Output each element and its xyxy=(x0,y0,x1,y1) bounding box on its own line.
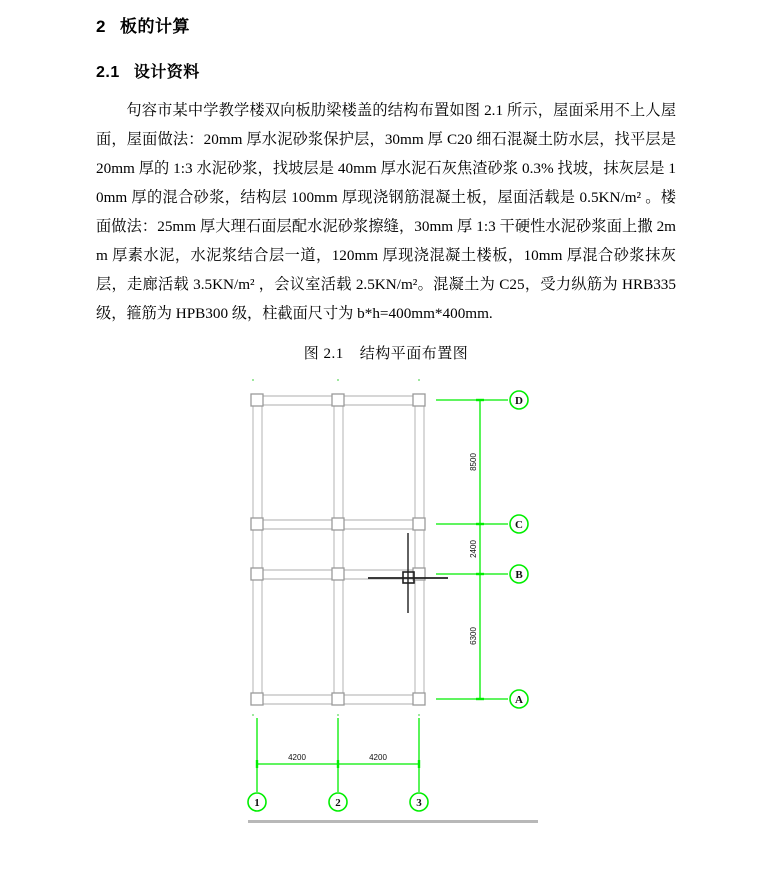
vertical-dimension-labels xyxy=(469,453,478,645)
axis-bubble-label: 2 xyxy=(335,797,341,809)
axis-grid-bottom xyxy=(257,718,419,792)
drawing-bottom-rule xyxy=(248,820,538,823)
beam-network xyxy=(252,396,424,704)
vertical-dimension-value: 8500 xyxy=(469,453,478,471)
axis-bubble-label: C xyxy=(515,519,523,531)
registration-dots xyxy=(252,379,420,716)
page-title xyxy=(96,0,676,37)
axis-bubble-label: B xyxy=(515,569,523,581)
cad-structural-plan-drawing xyxy=(0,378,782,838)
section-number: 2 xyxy=(96,17,106,36)
vertical-dimension-value: 2400 xyxy=(469,540,478,558)
figure-caption xyxy=(96,328,676,363)
axis-bubble-label: D xyxy=(515,395,523,407)
crosshair-cursor[interactable] xyxy=(368,533,448,613)
subsection-title: 设计资料 xyxy=(133,64,200,81)
cad-canvas xyxy=(0,378,782,838)
body-paragraph: 句容市某中学教学楼双向板肋梁楼盖的结构布置如图 2.1 所示，屋面采用不上人屋面，屋面做法：20mm 厚水泥砂浆保护层，30mm 厚 C20 细石混凝土防水层，找平层是 20mm 厚的 1:3 水泥砂浆，找坡层是 40mm 厚水泥石灰焦渣砂浆 0.3% 找坡，抹灰层是 10mm 厚的混合砂浆，结构层 100mm 厚现浇钢筋混凝土板，屋面活载是 0.5KN/m² 。楼面做法：25mm 厚大理石面层配水泥砂浆擦缝，30mm 厚 1:3 干硬性水泥砂浆面上撒 2mm 厚素水泥，水泥浆结合层一道，120mm 厚现浇混凝土楼板，10mm 厚混合砂浆抹灰层，走廊活载 3.5KN/m² ，会议室活载 2.5KN/m²。混凝土为 C25，受力纵筋为 HRB335 级，箍筋为 HPB300 级，柱截面尺寸为 b*h=400mm*400mm. xyxy=(96,102,676,322)
vertical-dimension-value: 6300 xyxy=(469,627,478,645)
figure-caption-text: 结构平面布置图 xyxy=(359,346,469,362)
axis-bubble-label: A xyxy=(515,694,523,706)
figure-label: 图 2.1 xyxy=(303,346,344,362)
axis-bubble-label: 3 xyxy=(416,797,422,809)
text-column xyxy=(96,0,676,363)
axis-bubbles-numbers xyxy=(248,793,428,811)
subsection-heading xyxy=(96,37,676,82)
horizontal-dimension-value: 4200 xyxy=(288,753,306,762)
subsection-number: 2.1 xyxy=(96,64,120,81)
section-title: 板的计算 xyxy=(119,17,190,36)
axis-bubble-label: 1 xyxy=(254,797,260,809)
column-markers xyxy=(251,394,425,705)
axis-bubbles-letters xyxy=(510,391,528,708)
horizontal-dimension-value: 4200 xyxy=(369,753,387,762)
